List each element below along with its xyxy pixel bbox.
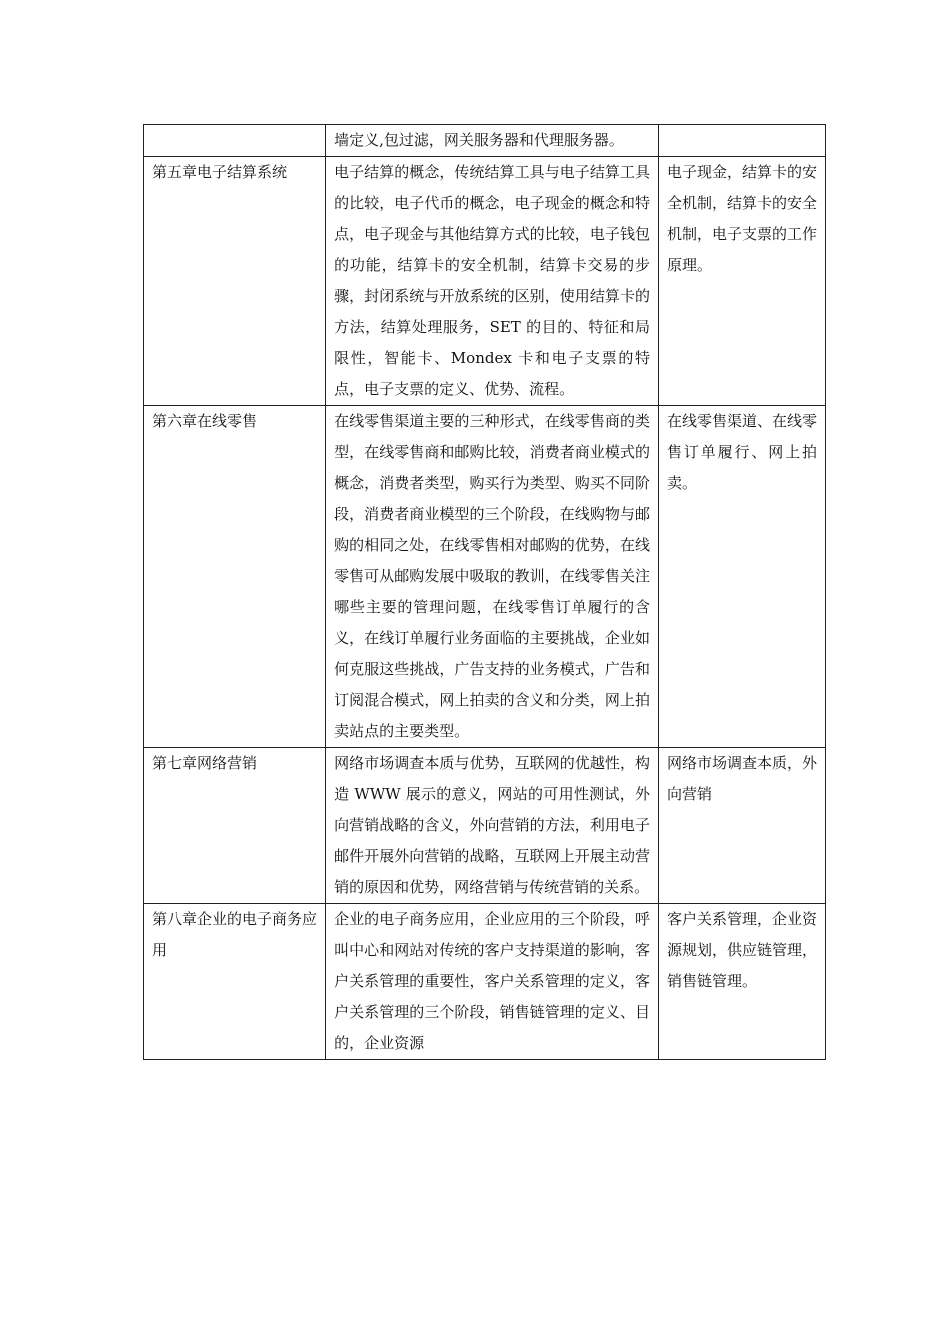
key-points-cell — [659, 125, 826, 157]
key-points-cell: 在线零售渠道、在线零售订单履行、网上拍卖。 — [659, 406, 826, 748]
content-cell: 墙定义,包过滤，网关服务器和代理服务器。 — [326, 125, 659, 157]
key-points-cell: 客户关系管理，企业资源规划，供应链管理，销售链管理。 — [659, 904, 826, 1060]
chapter-cell: 第五章电子结算系统 — [144, 157, 326, 406]
content-cell: 网络市场调查本质与优势，互联网的优越性，构造 WWW 展示的意义，网站的可用性测试，外向营销战略的含义，外向营销的方法，利用电子邮件开展外向营销的战略，互联网上开展主动营销的原因和优势，网络营销与传统营销的关系。 — [326, 748, 659, 904]
table-row — [144, 125, 826, 157]
chapter-cell: 第六章在线零售 — [144, 406, 326, 748]
syllabus-table — [143, 124, 826, 1060]
table-row — [144, 157, 826, 406]
key-points-cell: 电子现金，结算卡的安全机制，结算卡的安全机制，电子支票的工作原理。 — [659, 157, 826, 406]
chapter-cell: 第七章网络营销 — [144, 748, 326, 904]
table-row — [144, 904, 826, 1060]
table-row — [144, 406, 826, 748]
chapter-cell — [144, 125, 326, 157]
table-row — [144, 748, 826, 904]
chapter-cell: 第八章企业的电子商务应用 — [144, 904, 326, 1060]
key-points-cell: 网络市场调查本质，外向营销 — [659, 748, 826, 904]
content-cell: 在线零售渠道主要的三种形式，在线零售商的类型，在线零售商和邮购比较，消费者商业模式的概念，消费者类型，购买行为类型、购买不同阶段，消费者商业模型的三个阶段，在线购物与邮购的相同之处，在线零售相对邮购的优势，在线零售可从邮购发展中吸取的教训，在线零售关注哪些主要的管理问题，在线零售订单履行的含义，在线订单履行业务面临的主要挑战，企业如何克服这些挑战，广告支持的业务模式，广告和订阅混合模式，网上拍卖的含义和分类，网上拍卖站点的主要类型。 — [326, 406, 659, 748]
content-cell: 企业的电子商务应用，企业应用的三个阶段，呼叫中心和网站对传统的客户支持渠道的影响，客户关系管理的重要性，客户关系管理的定义，客户关系管理的三个阶段，销售链管理的定义、目的，企业资源 — [326, 904, 659, 1060]
content-cell: 电子结算的概念，传统结算工具与电子结算工具的比较，电子代币的概念，电子现金的概念和特点，电子现金与其他结算方式的比较，电子钱包的功能，结算卡的安全机制，结算卡交易的步骤，封闭系统与开放系统的区别，使用结算卡的方法，结算处理服务，SET 的目的、特征和局限性，智能卡、Mondex 卡和电子支票的特点，电子支票的定义、优势、流程。 — [326, 157, 659, 406]
